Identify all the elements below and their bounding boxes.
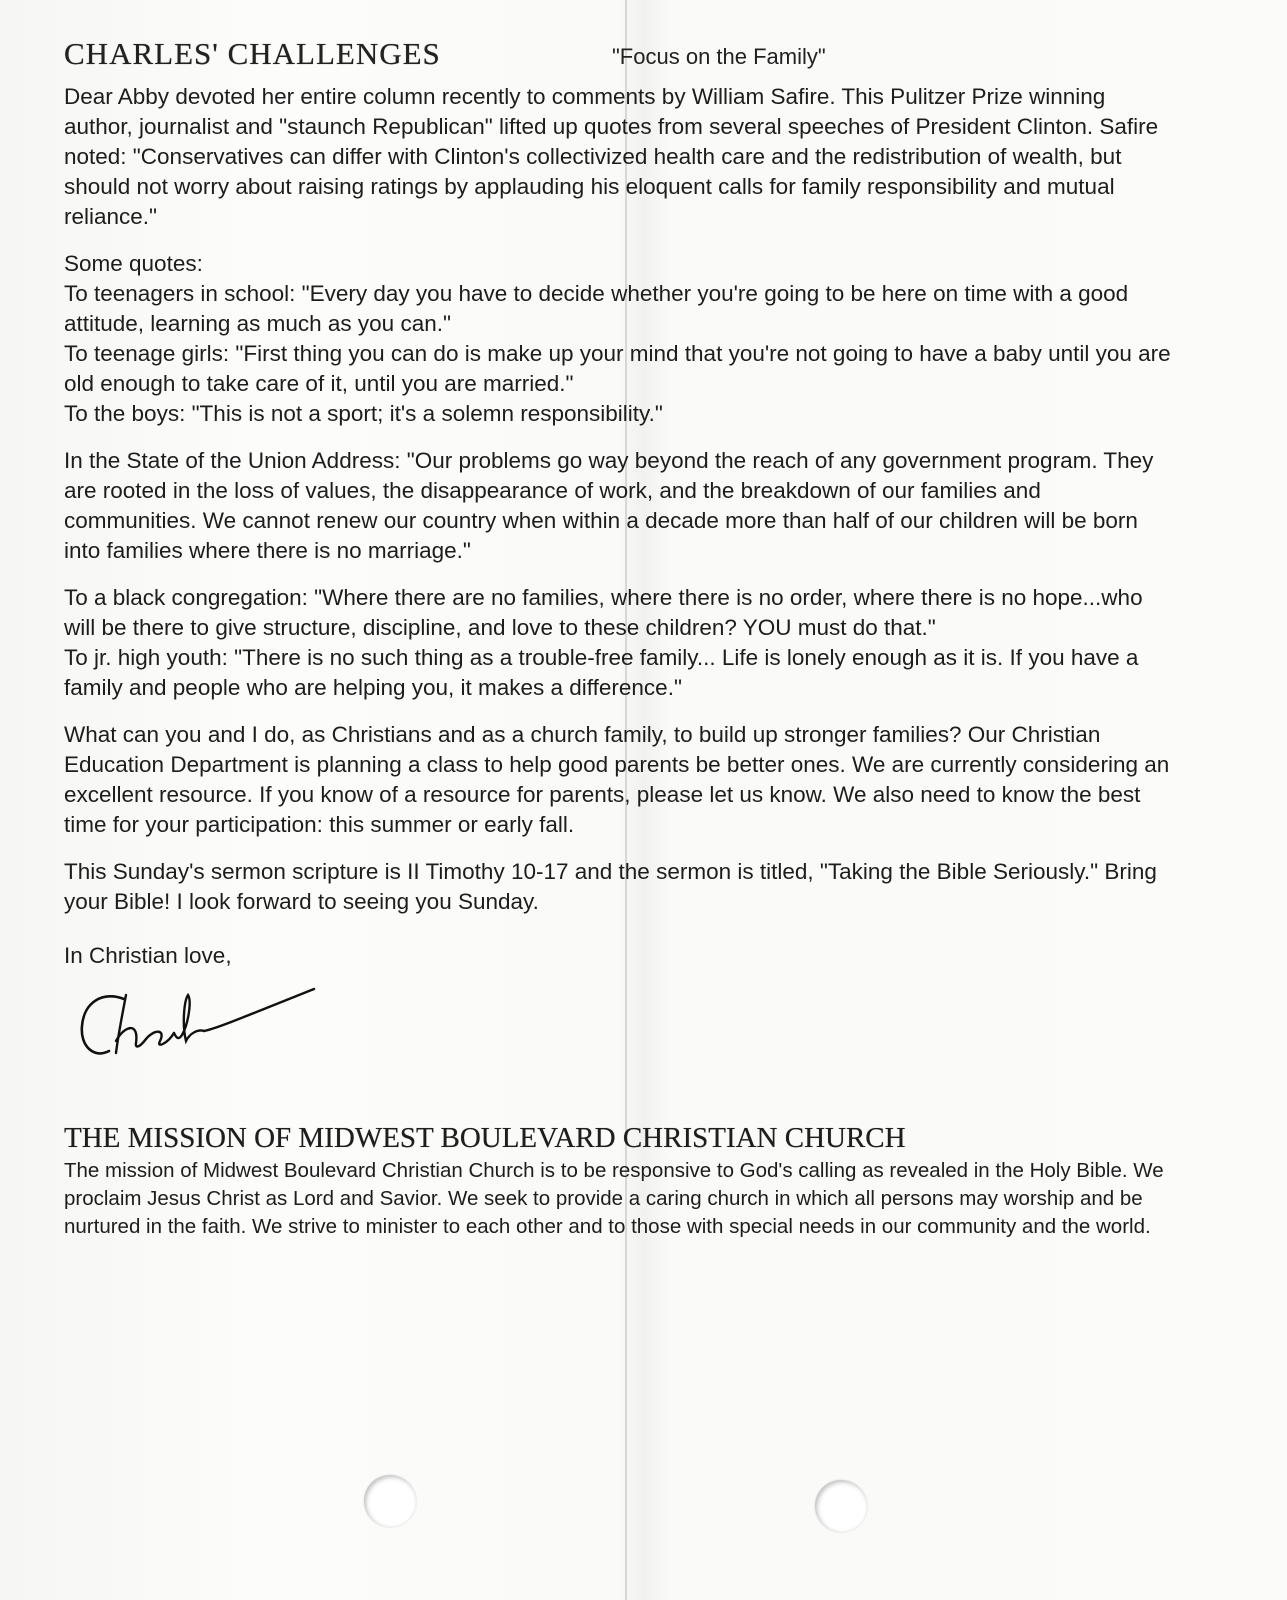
jr-high-paragraph: To jr. high youth: "There is no such thing as a trouble-free family... Life is lonely enough as it is. If you have a family and people who are helping you, it makes a difference." <box>64 645 1139 700</box>
column-header <box>64 36 1194 72</box>
column-title: CHARLES' CHALLENGES <box>64 36 441 71</box>
punch-hole-right <box>815 1480 867 1532</box>
newsletter-column <box>64 36 1194 1241</box>
sermon-paragraph: This Sunday's sermon scripture is II Timothy 10-17 and the sermon is titled, "Taking the Bible Seriously." Bring your Bible! I look forward to seeing you Sunday. <box>64 859 1157 914</box>
quote-boys: To the boys: "This is not a sport; it's a solemn responsibility." <box>64 401 663 426</box>
quotes-heading: Some quotes: <box>64 251 203 276</box>
signature-image <box>64 981 324 1071</box>
column-subtitle: "Focus on the Family" <box>612 44 826 69</box>
quotes-block <box>64 249 1194 429</box>
union-address-paragraph: In the State of the Union Address: "Our problems go way beyond the reach of any government program. They are rooted in the loss of values, the disappearance of work, and the breakdown of our families and communities. We cannot renew our country when within a decade more than half of our children will be born into families where there is no marriage." <box>64 448 1154 563</box>
closing-line: In Christian love, <box>64 943 232 968</box>
black-congregation-paragraph: To a black congregation: "Where there are no families, where there is no order, where there is no hope...who will be there to give structure, discipline, and love to these children? YOU must do that." <box>64 585 1143 640</box>
punch-hole-left <box>364 1475 416 1527</box>
what-can-we-do-paragraph: What can you and I do, as Christians and as a church family, to build up stronger families? Our Christian Education Department is planning a class to help good parents be better ones. We are currently considering an excellent resource. If you know of a resource for parents, please let us know. We also need to know the best time for your participation: this summer or early fall. <box>64 722 1170 837</box>
mission-text: The mission of Midwest Boulevard Christian Church is to be responsive to God's calling as revealed in the Holy Bible. We proclaim Jesus Christ as Lord and Savior. We seek to provide a caring church in which all persons may worship and be nurtured in the faith. We strive to minister to each other and to those with special needs in our community and the world. <box>64 1159 1164 1238</box>
quote-teenagers: To teenagers in school: "Every day you have to decide whether you're going to be here on time with a good attitude, learning as much as you can." <box>64 281 1129 336</box>
mission-title: THE MISSION OF MIDWEST BOULEVARD CHRISTIAN CHURCH <box>64 1122 906 1154</box>
quote-teenage-girls: To teenage girls: "First thing you can do is make up your mind that you're not going to have a baby until you are old enough to take care of it, until you are married." <box>64 341 1171 396</box>
intro-paragraph: Dear Abby devoted her entire column recently to comments by William Safire. This Pulitzer Prize winning author, journalist and "staunch Republican" lifted up quotes from several speeches of President Clinton. Safire noted: "Conservatives can differ with Clinton's collectivized health care and the redistribution of wealth, but should not worry about raising ratings by applauding his eloquent calls for family responsibility and mutual reliance." <box>64 84 1159 229</box>
